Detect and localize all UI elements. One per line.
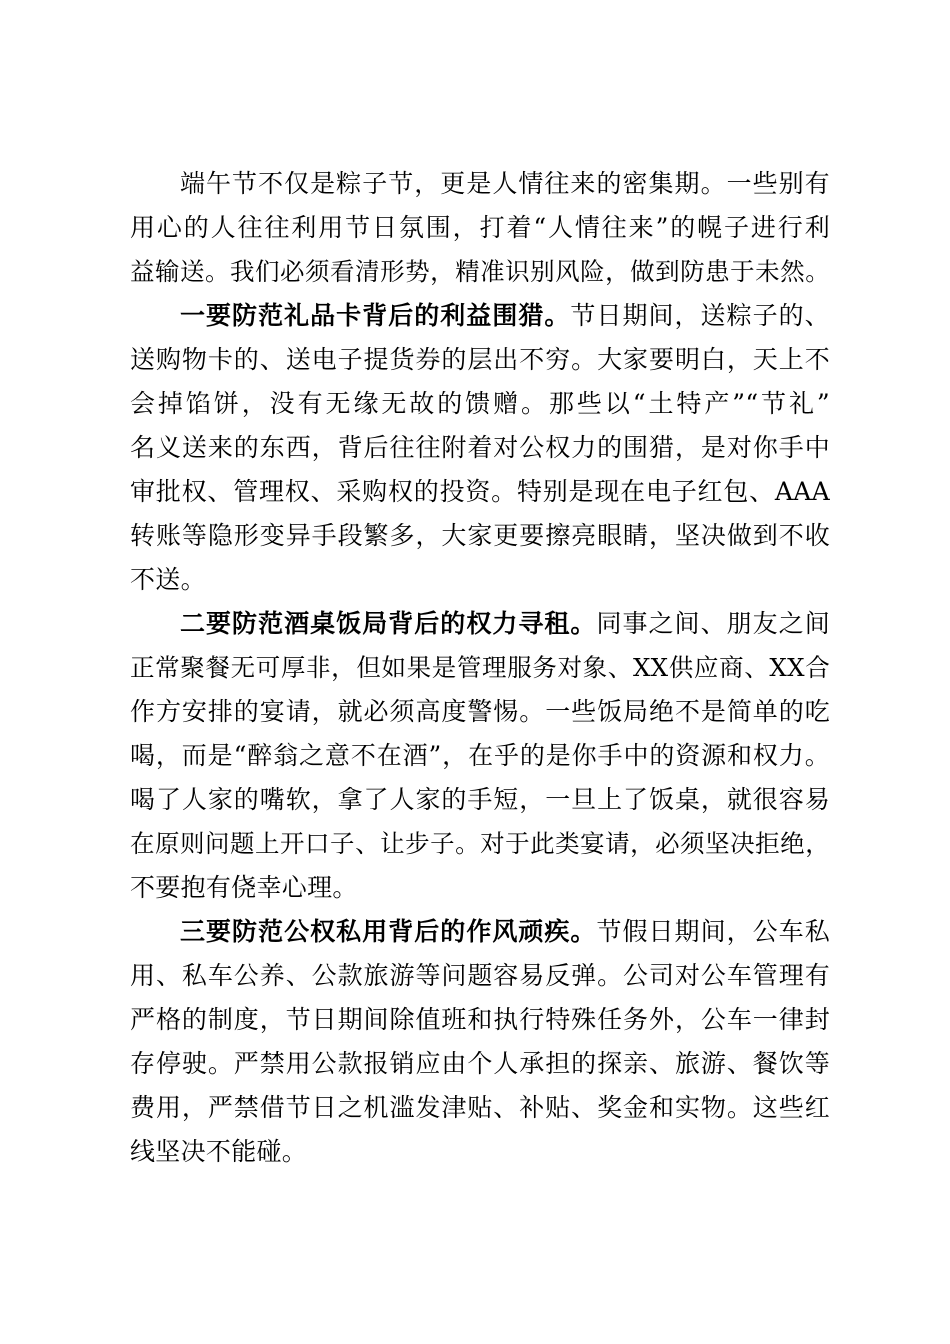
paragraph-banquet-line-1 [180, 604, 830, 644]
text-run: 喝，而是“醉翁之意不在酒”，在乎的是你手中的资源和权力。 [130, 741, 830, 770]
section-heading-gift-card: 一要防范礼品卡背后的利益围猎。 [180, 301, 571, 330]
text-run: 送购物卡的、送电子提货券的层出不穷。大家要明白，天上不 [130, 345, 830, 374]
paragraph-banquet-line-3 [130, 692, 830, 732]
section-heading-banquet: 二要防范酒桌饭局背后的权力寻租。 [180, 609, 597, 638]
paragraph-public-power-line-3 [130, 1000, 830, 1040]
paragraph-gift-card-line-1 [180, 296, 830, 336]
text-run: 存停驶。严禁用公款报销应由个人承担的探亲、旅游、餐饮等 [130, 1049, 830, 1078]
text-run: 会掉馅饼，没有无缘无故的馈赠。那些以“土特产”“节礼” [130, 389, 830, 418]
text-run: 正常聚餐无可厚非，但如果是管理服务对象、XX供应商、XX合 [130, 653, 830, 682]
paragraph-banquet-line-7 [130, 868, 830, 908]
paragraph-public-power-line-4 [130, 1044, 830, 1084]
paragraph-gift-card-line-5 [130, 472, 830, 512]
paragraph-banquet-line-5 [130, 780, 830, 820]
text-run: 节假日期间，公车私 [596, 917, 830, 946]
paragraph-public-power-line-6 [130, 1132, 830, 1172]
paragraph-gift-card-line-6 [130, 516, 830, 556]
paragraph-intro-line-3 [130, 252, 830, 292]
text-run: 在原则问题上开口子、让步子。对于此类宴请，必须坚决拒绝， [130, 829, 830, 858]
paragraph-intro-line-1 [180, 164, 830, 204]
text-run: 不送。 [130, 565, 206, 594]
text-run: 审批权、管理权、采购权的投资。特别是现在电子红包、AAA [130, 477, 830, 506]
section-heading-public-power: 三要防范公权私用背后的作风顽疾。 [180, 917, 597, 946]
text-run: 用、私车公养、公款旅游等问题容易反弹。公司对公车管理有 [130, 961, 830, 990]
paragraph-banquet-line-4 [130, 736, 830, 776]
text-run: 严格的制度，节日期间除值班和执行特殊任务外，公车一律封 [130, 1005, 830, 1034]
text-run: 转账等隐形变异手段繁多，大家更要擦亮眼睛，坚决做到不收 [130, 521, 830, 550]
paragraph-banquet-line-6 [130, 824, 830, 864]
text-run: 端午节不仅是粽子节，更是人情往来的密集期。一些别有 [180, 169, 830, 198]
paragraph-public-power-line-2 [130, 956, 830, 996]
text-run: 喝了人家的嘴软，拿了人家的手短，一旦上了饭桌，就很容易 [130, 785, 830, 814]
paragraph-intro-line-2 [130, 208, 830, 248]
text-run: 线坚决不能碰。 [130, 1137, 308, 1166]
paragraph-gift-card-line-4 [130, 428, 830, 468]
paragraph-public-power-line-1 [180, 912, 830, 952]
text-run: 同事之间、朋友之间 [596, 609, 830, 638]
text-run: 用心的人往往利用节日氛围，打着“人情往来”的幌子进行利 [130, 213, 830, 242]
paragraph-gift-card-line-2 [130, 340, 830, 380]
paragraph-gift-card-line-3 [130, 384, 830, 424]
paragraph-gift-card-line-7 [130, 560, 830, 600]
text-run: 益输送。我们必须看清形势，精准识别风险，做到防患于未然。 [130, 257, 830, 286]
paragraph-banquet-line-2 [130, 648, 830, 688]
paragraph-public-power-line-5 [130, 1088, 830, 1128]
text-run: 费用，严禁借节日之机滥发津贴、补贴、奖金和实物。这些红 [130, 1093, 830, 1122]
text-run: 不要抱有侥幸心理。 [130, 873, 358, 902]
text-run: 作方安排的宴请，就必须高度警惕。一些饭局绝不是简单的吃 [130, 697, 830, 726]
text-run: 节日期间，送粽子的、 [570, 301, 830, 330]
text-run: 名义送来的东西，背后往往附着对公权力的围猎，是对你手中 [130, 433, 830, 462]
